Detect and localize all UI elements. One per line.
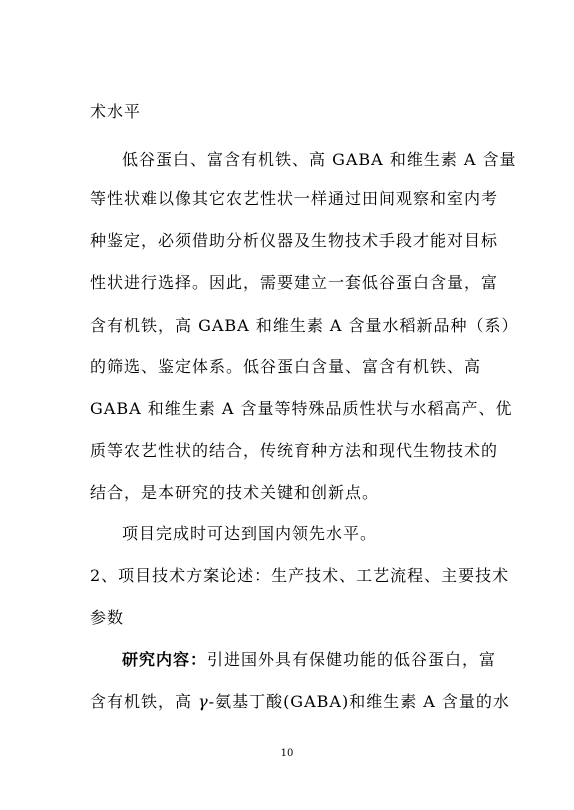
research-content-line-2: [90, 692, 510, 712]
section-heading-line-1: 2、项目技术方案论述：生产技术、工艺流程、主要技术: [90, 566, 510, 585]
paragraph-text-line-4: 性状进行选择。因此，需要建立一套低谷蛋白含量，富: [90, 273, 499, 292]
paragraph-text-line-6: 的筛选、鉴定体系。低谷蛋白含量、富含有机铁、高: [90, 357, 482, 376]
paragraph-text-line-9: 结合，是本研究的技术关键和创新点。: [90, 483, 380, 502]
paragraph-text-line-8: 质等农艺性状的结合，传统育种方法和现代生物技术的: [90, 441, 499, 460]
paragraph-text-line-1: 低谷蛋白、富含有机铁、高 GABA 和维生素 A 含量: [122, 150, 517, 169]
section-heading-line-2: 参数: [90, 608, 125, 627]
paragraph-text-line-2: 等性状难以像其它农艺性状一样通过田间观察和室内考: [90, 189, 499, 208]
conclusion-line: 项目完成时可达到国内领先水平。: [122, 524, 378, 543]
gamma-symbol: γ: [198, 692, 209, 711]
paragraph-text-line-7: GABA 和维生素 A 含量等特殊品质性状与水稻高产、优: [90, 399, 513, 418]
paragraph-text-line-5: 含有机铁，高 GABA 和维生素 A 含量水稻新品种（系）: [90, 316, 519, 335]
research-content-label: 研究内容：: [122, 650, 208, 669]
research-line-start: 含有机铁，高: [90, 692, 199, 711]
text-line-1: 术水平: [90, 102, 142, 121]
page-number: 10: [280, 748, 294, 759]
research-content-line-1: [122, 650, 522, 670]
research-content-text: 引进国外具有保健功能的低谷蛋白，富: [207, 650, 497, 669]
paragraph-text-line-3: 种鉴定，必须借助分析仪器及生物技术手段才能对目标: [90, 231, 499, 250]
research-line-end: -氨基丁酸(GABA)和维生素 A 含量的水: [208, 692, 510, 711]
